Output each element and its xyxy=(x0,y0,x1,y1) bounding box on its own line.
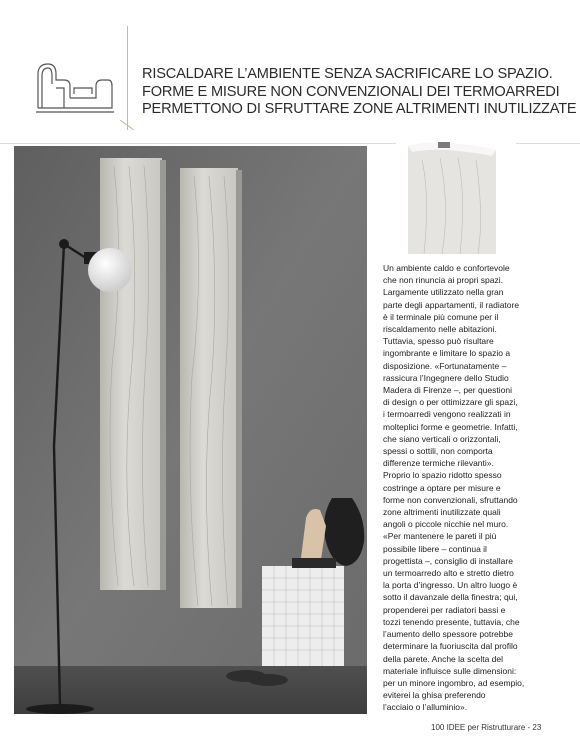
divider-tick-mark xyxy=(120,117,134,127)
body-line: angoli o piccole nicchie nel muro. xyxy=(383,519,509,530)
body-line: propenderei per radiatori bassi e xyxy=(383,604,506,615)
body-line: che non rinuncia ai propri spazi. xyxy=(383,275,504,286)
body-line: zone altrimenti inutilizzate quali xyxy=(383,507,501,518)
body-line: progettista –, consiglio di installare xyxy=(383,555,513,566)
header-divider-line xyxy=(127,26,128,130)
body-line: Tuttavia, spesso può risultare xyxy=(383,336,494,347)
body-line: Un ambiente caldo e confortevole xyxy=(383,263,510,273)
body-line: possibile libere – continua il xyxy=(383,543,487,554)
page-footer: 100 IDEE per Ristrutturare - 23 xyxy=(431,723,542,732)
body-line: costringe a optare per misure e xyxy=(383,482,501,493)
headline-line: RISCALDARE L’AMBIENTE SENZA SACRIFICARE LO SPAZIO. xyxy=(142,66,553,82)
body-line: sotto il davanzale della finestra; qui, xyxy=(383,592,518,603)
body-line: l’acciaio o l’alluminio». xyxy=(383,702,468,713)
body-line: «Per mantenere le pareti il più xyxy=(383,531,497,542)
headline-line: FORME E MISURE NON CONVENZIONALI DEI TERMOARREDI xyxy=(142,83,560,100)
body-line: della parete. Anche la scelta del xyxy=(383,653,504,664)
body-line: molteplici forme e geometrie. Infatti, xyxy=(383,421,518,432)
body-line: parte degli appartamenti, il radiatore xyxy=(383,299,520,310)
body-line: materiale influisce sulle dimensioni: xyxy=(383,665,517,676)
body-line: rassicura l’Ingegnere dello Studio xyxy=(383,372,509,383)
body-line: tozzi tenendo presente, tuttavia, che xyxy=(383,616,520,627)
radiator-photo xyxy=(14,146,367,714)
body-line: di design o per ottimizzare gli spazi, xyxy=(383,397,518,408)
body-line: ingombrante e limitare lo spazio a xyxy=(383,348,511,359)
headline-line: PERMETTONO DI SFRUTTARE ZONE ALTRIMENTI INUTILIZZATE xyxy=(142,101,577,117)
body-line: che siano verticali o orizzontali, xyxy=(383,433,501,444)
body-line: per un minore ingombro, ad esempio, xyxy=(383,677,525,688)
body-line: determinare la fuoriuscita dal profilo xyxy=(383,641,518,652)
body-line: i termoarredi vengono realizzati in xyxy=(383,409,511,420)
sofa-line-icon xyxy=(34,58,116,116)
body-line: la porta d’ingresso. Un altro luogo è xyxy=(383,580,518,591)
body-line: è il terminale più comune per il xyxy=(383,311,499,322)
body-line: l’aumento dello spessore potrebbe xyxy=(383,629,513,640)
body-line: disposizione. «Fortunatamente – xyxy=(383,360,507,371)
body-line: un termoarredo alto e stretto dietro xyxy=(383,568,514,579)
radiator-detail-photo xyxy=(396,136,516,254)
body-line: eviterei la ghisa preferendo xyxy=(383,690,486,701)
body-line: spessi o sottili, non comporta xyxy=(383,446,493,457)
body-line: Madera di Firenze –, per questioni xyxy=(383,385,512,396)
article-body xyxy=(383,262,569,714)
headline xyxy=(142,66,577,119)
body-line: differenze termiche rilevanti». xyxy=(383,458,494,469)
body-line: forme non convenzionali, sfruttando xyxy=(383,494,518,505)
body-line: Proprio lo spazio ridotto spesso xyxy=(383,470,502,481)
body-line: Largamente utilizzato nella gran xyxy=(383,287,504,298)
body-line: riscaldamento nelle abitazioni. xyxy=(383,324,497,335)
